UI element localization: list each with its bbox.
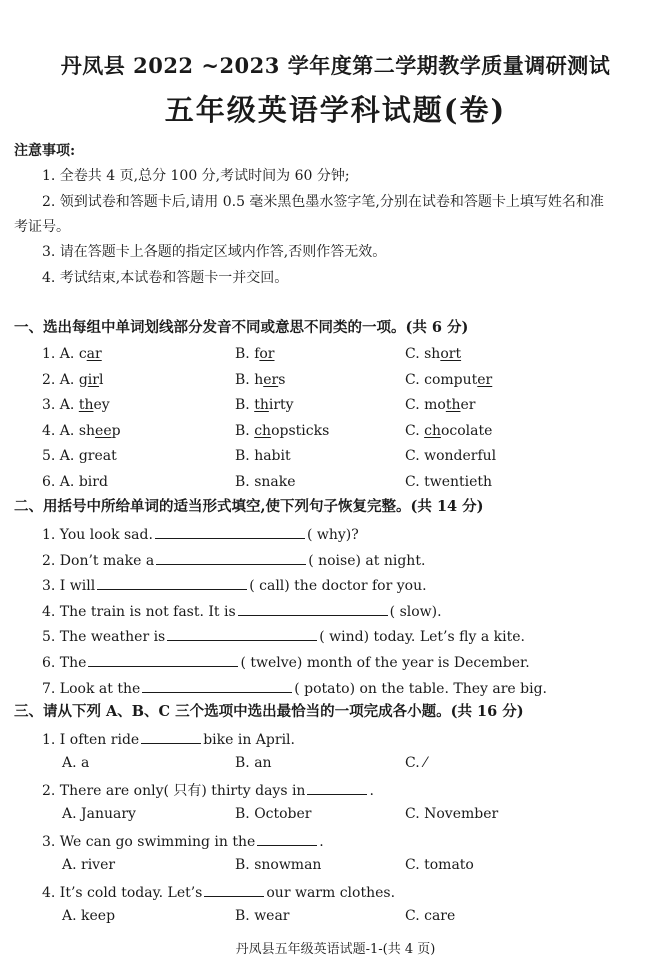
answer-blank[interactable] bbox=[307, 780, 367, 795]
exam-title-line2: 五年级英语学科试题(卷) bbox=[164, 93, 507, 127]
option-c[interactable]: C. mother bbox=[405, 397, 476, 413]
option-a[interactable]: 3. A. they bbox=[42, 397, 110, 413]
option-b[interactable]: B. an bbox=[235, 755, 272, 771]
answer-blank[interactable] bbox=[142, 678, 292, 693]
option-b[interactable]: B. snowman bbox=[235, 857, 322, 873]
answer-blank[interactable] bbox=[204, 882, 264, 897]
option-c[interactable]: C. twentieth bbox=[405, 474, 493, 490]
underlined-letters: ar bbox=[86, 346, 102, 362]
underlined-letters: er bbox=[263, 372, 279, 388]
fill-item: 1. You look sad. ( why)? bbox=[42, 524, 359, 544]
option-a[interactable]: A. river bbox=[62, 857, 116, 873]
option-c[interactable]: C. ⁄ bbox=[405, 755, 427, 771]
fill-item: 6. The ( twelve) month of the year is December. bbox=[42, 652, 530, 672]
option-c[interactable]: C. wonderful bbox=[405, 448, 497, 464]
underlined-letters: ch bbox=[424, 423, 441, 439]
option-c[interactable]: C. chocolate bbox=[405, 423, 493, 439]
option-b[interactable]: B. wear bbox=[235, 908, 290, 924]
underlined-letters: th bbox=[445, 397, 461, 413]
answer-blank[interactable] bbox=[238, 601, 388, 616]
option-c[interactable]: C. tomato bbox=[405, 857, 474, 873]
option-b[interactable]: B. chopsticks bbox=[235, 423, 330, 439]
answer-blank[interactable] bbox=[167, 626, 317, 641]
mc-question: 4. It’s cold today. Let’s our warm clothes. bbox=[42, 882, 395, 902]
notice-item: 2. 领到试卷和答题卡后,请用 0.5 毫米黑色墨水签字笔,分别在试卷和答题卡上填写姓名和准 bbox=[42, 194, 604, 210]
underlined-letters: ir bbox=[87, 372, 99, 388]
option-a[interactable]: A. keep bbox=[62, 908, 116, 924]
underlined-letters: ch bbox=[254, 423, 272, 439]
mc-question: 2. There are only( 只有) thirty days in . bbox=[42, 780, 374, 800]
notice-heading: 注意事项: bbox=[14, 143, 76, 159]
option-b[interactable]: B. snake bbox=[235, 474, 296, 490]
section2-heading: 二、用括号中所给单词的适当形式填空,使下列句子恢复完整。(共 14 分) bbox=[14, 498, 484, 515]
option-c[interactable]: C. computer bbox=[405, 372, 493, 388]
notice-item: 4. 考试结束,本试卷和答题卡一并交回。 bbox=[42, 270, 289, 286]
notice-item: 3. 请在答题卡上各题的指定区域内作答,否则作答无效。 bbox=[42, 244, 387, 260]
fill-item: 3. I will ( call) the doctor for you. bbox=[42, 575, 427, 595]
fill-item: 5. The weather is ( wind) today. Let’s fly a kite. bbox=[42, 626, 525, 646]
option-a[interactable]: 4. A. sheep bbox=[42, 423, 121, 439]
answer-blank[interactable] bbox=[155, 524, 305, 539]
notice-item: 考证号。 bbox=[14, 219, 70, 235]
fill-item: 2. Don’t make a ( noise) at night. bbox=[42, 550, 425, 570]
fill-item: 4. The train is not fast. It is ( slow). bbox=[42, 601, 442, 621]
notice-item: 1. 全卷共 4 页,总分 100 分,考试时间为 60 分钟; bbox=[42, 168, 350, 184]
option-a[interactable]: 5. A. great bbox=[42, 448, 117, 464]
option-b[interactable]: B. habit bbox=[235, 448, 291, 464]
answer-blank[interactable] bbox=[97, 575, 247, 590]
option-b[interactable]: B. hers bbox=[235, 372, 286, 388]
page-footer: 丹凤县五年级英语试题-1-(共 4 页) bbox=[235, 942, 436, 957]
underlined-letters: ee bbox=[95, 423, 112, 439]
option-b[interactable]: B. thirty bbox=[235, 397, 294, 413]
underlined-letters: th bbox=[254, 397, 269, 413]
option-a[interactable]: 1. A. car bbox=[42, 346, 102, 362]
option-b[interactable]: B. October bbox=[235, 806, 312, 822]
option-c[interactable]: C. November bbox=[405, 806, 499, 822]
answer-blank[interactable] bbox=[156, 550, 306, 565]
option-a[interactable]: 2. A. girl bbox=[42, 372, 104, 388]
mc-question: 1. I often ride bike in April. bbox=[42, 729, 295, 749]
underlined-letters: th bbox=[78, 397, 94, 413]
answer-blank[interactable] bbox=[141, 729, 201, 744]
option-a[interactable]: 6. A. bird bbox=[42, 474, 108, 490]
option-b[interactable]: B. for bbox=[235, 346, 275, 362]
mc-question: 3. We can go swimming in the . bbox=[42, 831, 324, 851]
answer-blank[interactable] bbox=[257, 831, 317, 846]
option-a[interactable]: A. January bbox=[62, 806, 136, 822]
option-c[interactable]: C. care bbox=[405, 908, 456, 924]
section3-heading: 三、请从下列 A、B、C 三个选项中选出最恰当的一项完成各小题。(共 16 分) bbox=[14, 703, 524, 720]
underlined-letters: or bbox=[259, 346, 275, 362]
underlined-letters: er bbox=[477, 372, 493, 388]
fill-item: 7. Look at the ( potato) on the table. They are big. bbox=[42, 678, 547, 698]
underlined-letters: ort bbox=[440, 346, 462, 362]
option-c[interactable]: C. short bbox=[405, 346, 462, 362]
section1-heading: 一、选出每组中单词划线部分发音不同或意思不同类的一项。(共 6 分) bbox=[14, 319, 469, 336]
answer-blank[interactable] bbox=[88, 652, 238, 667]
exam-title-line1: 丹凤县 2022 ~2023 学年度第二学期教学质量调研测试 bbox=[60, 53, 611, 78]
option-a[interactable]: A. a bbox=[62, 755, 90, 771]
